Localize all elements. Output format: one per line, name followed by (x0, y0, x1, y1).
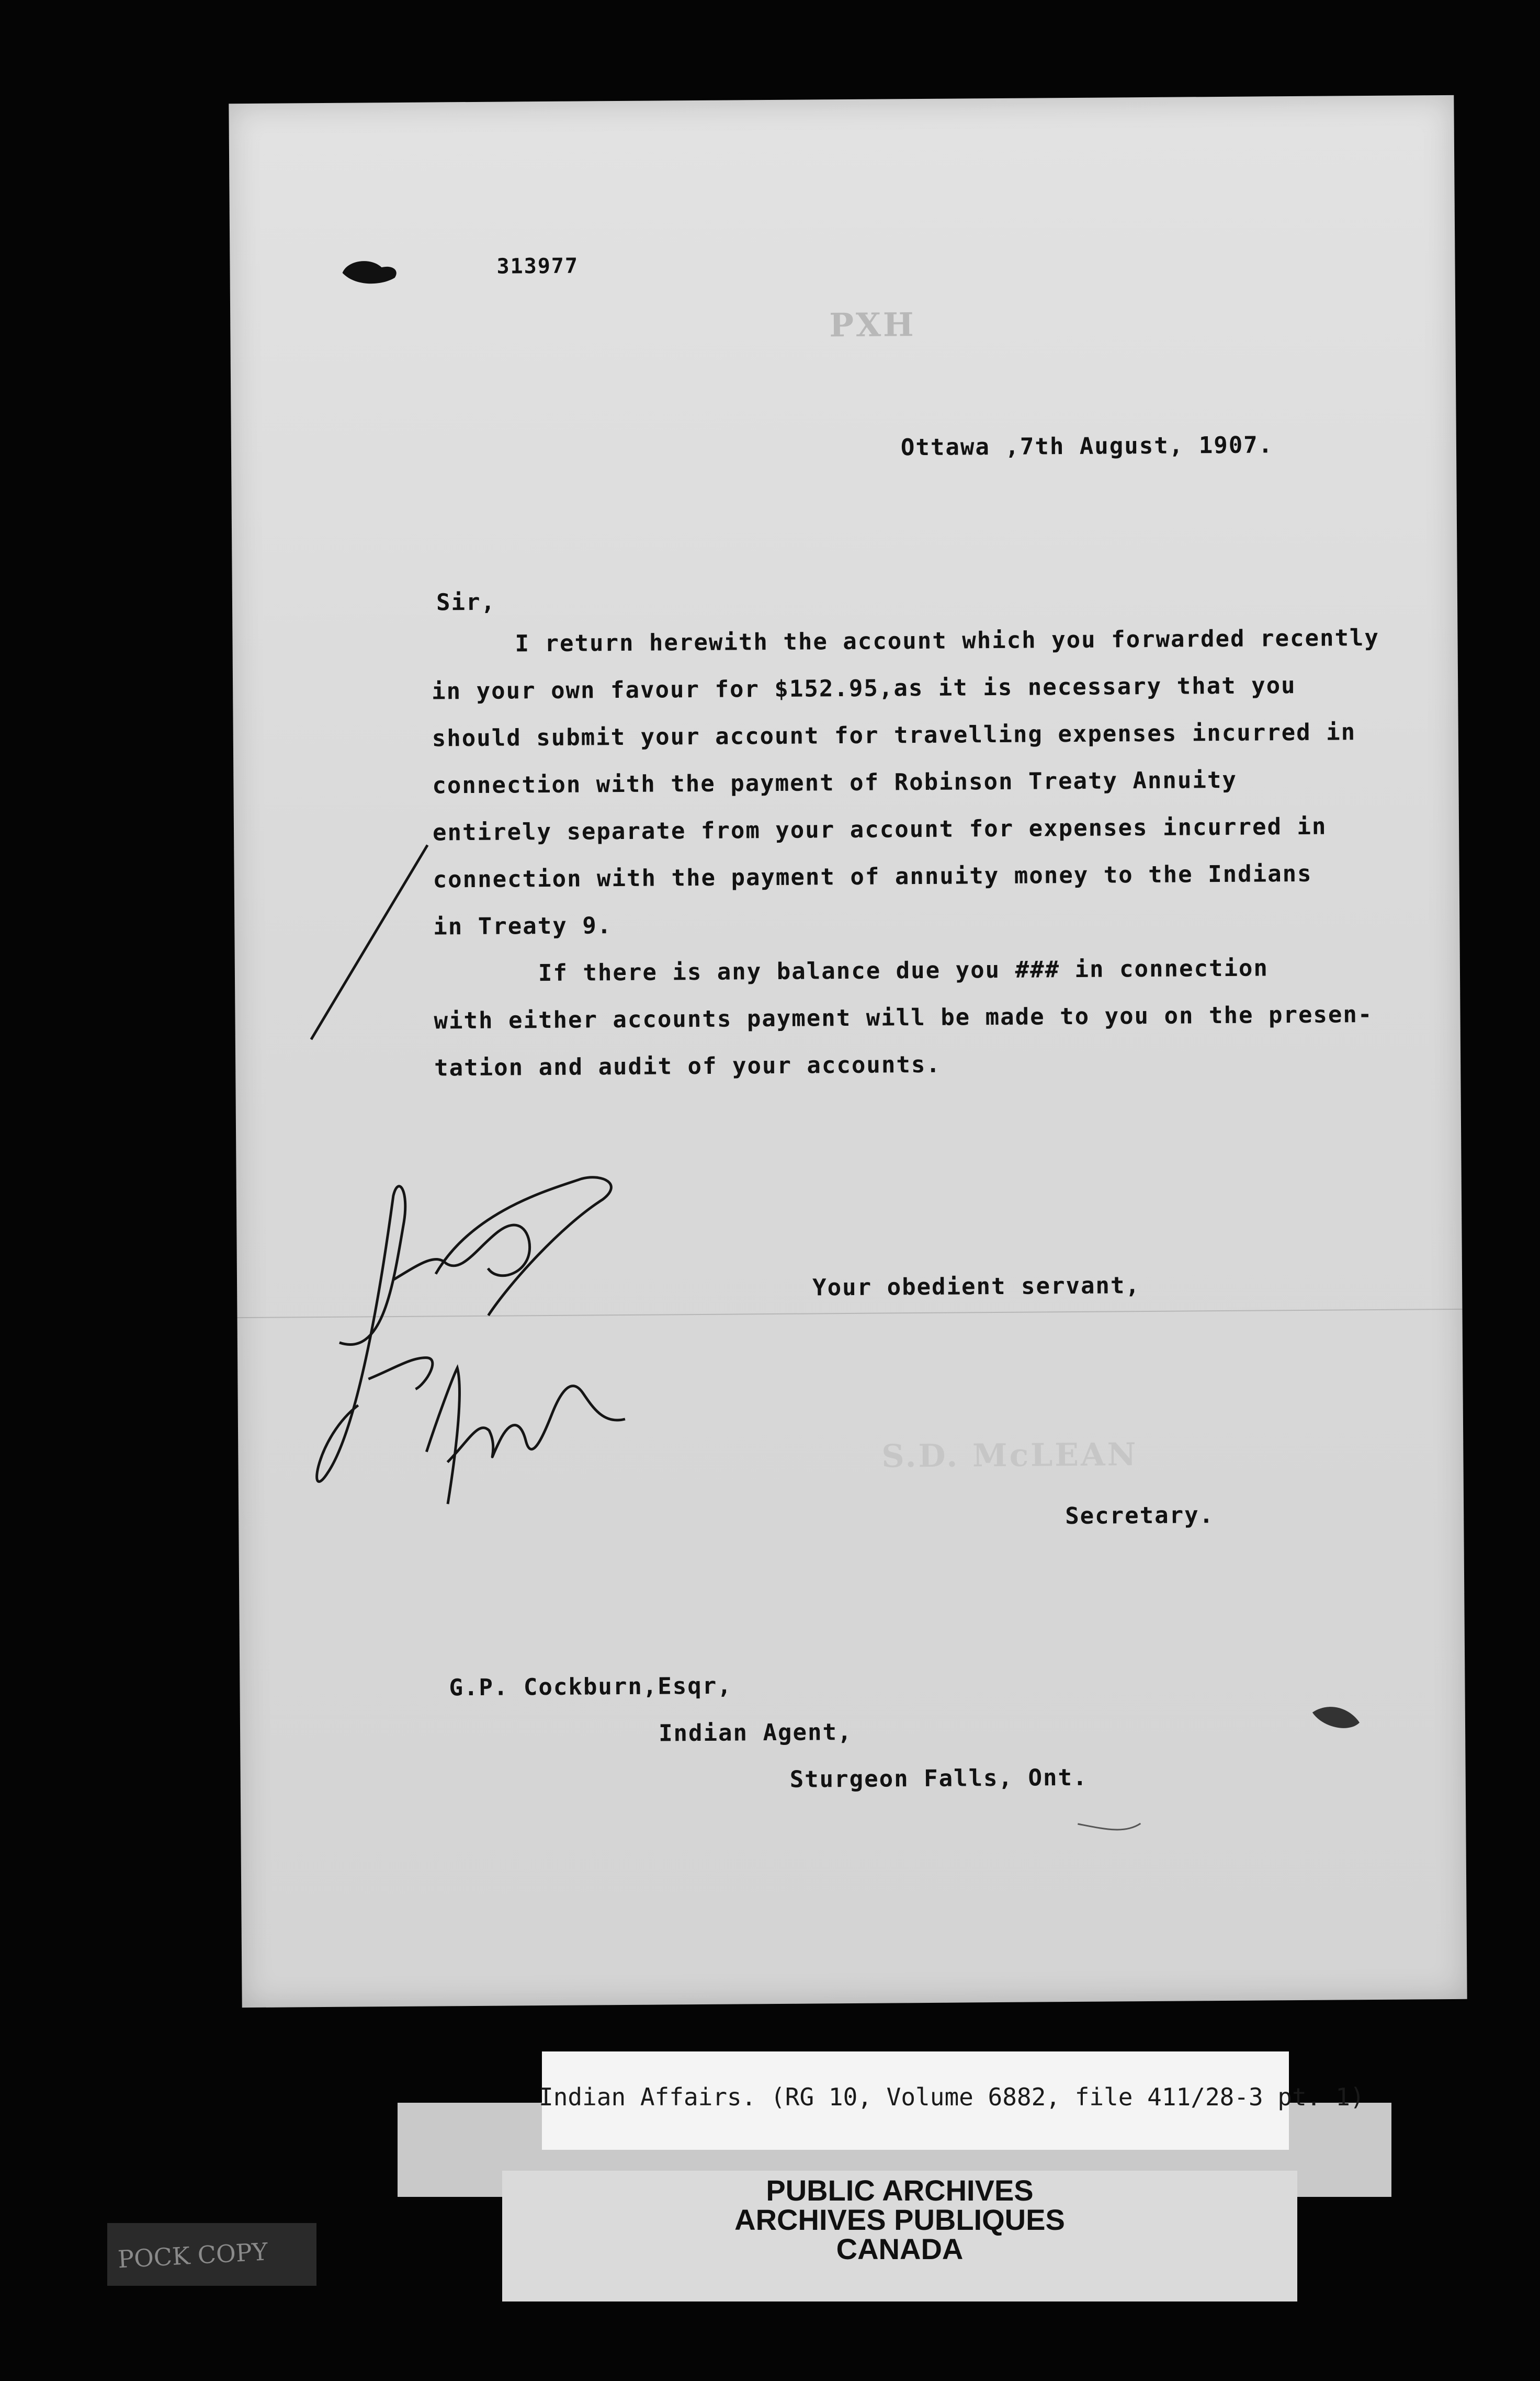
body-line-9: with either accounts payment will be made to you on the presen- (434, 1001, 1373, 1035)
faint-stamp-mark: PXH (829, 305, 916, 345)
body-line-6: connection with the payment of annuity money to the Indians (433, 860, 1312, 893)
body-line-10: tation and audit of your accounts. (434, 1051, 942, 1082)
recipient-title: Indian Agent, (658, 1718, 853, 1747)
signatory-stamp: S.D. McLEAN (881, 1436, 1138, 1475)
letter-page (229, 95, 1467, 2008)
body-line-5: entirely separate from your account for expenses incurred in (432, 813, 1327, 846)
recipient-location: Sturgeon Falls, Ont. (789, 1764, 1088, 1793)
body-line-1: I return herewith the account which you forwarded recently (515, 624, 1380, 657)
pock-copy-label: POCK COPY (117, 2237, 269, 2274)
body-line-4: connection with the payment of Robinson Treaty Annuity (432, 766, 1238, 799)
archives-line-3: CANADA (836, 2232, 964, 2265)
recipient-name: G.P. Cockburn,Esqr, (449, 1672, 732, 1702)
body-line-2: in your own favour for $152.95,as it is necessary that you (431, 672, 1296, 705)
archives-line-1: PUBLIC ARCHIVES (766, 2174, 1034, 2207)
body-line-7: in Treaty 9. (433, 912, 613, 940)
public-archives-stamp (502, 2176, 1297, 2264)
body-line-3: should submit your account for travelling expenses incurred in (432, 719, 1356, 752)
salutation: Sir, (436, 588, 496, 616)
closing: Your obedient servant, (812, 1272, 1141, 1301)
archives-line-2: ARCHIVES PUBLIQUES (734, 2203, 1065, 2236)
signatory-title: Secretary. (1065, 1502, 1215, 1530)
archive-caption: Indian Affairs. (RG 10, Volume 6882, file 411/28-3 pt. 1) (539, 2083, 1365, 2111)
body-line-8: If there is any balance due you ### in connection (538, 955, 1269, 987)
file-number: 313977 (496, 254, 579, 279)
handwritten-annotations (229, 95, 1467, 2008)
date-line: Ottawa ,7th August, 1907. (900, 432, 1274, 461)
